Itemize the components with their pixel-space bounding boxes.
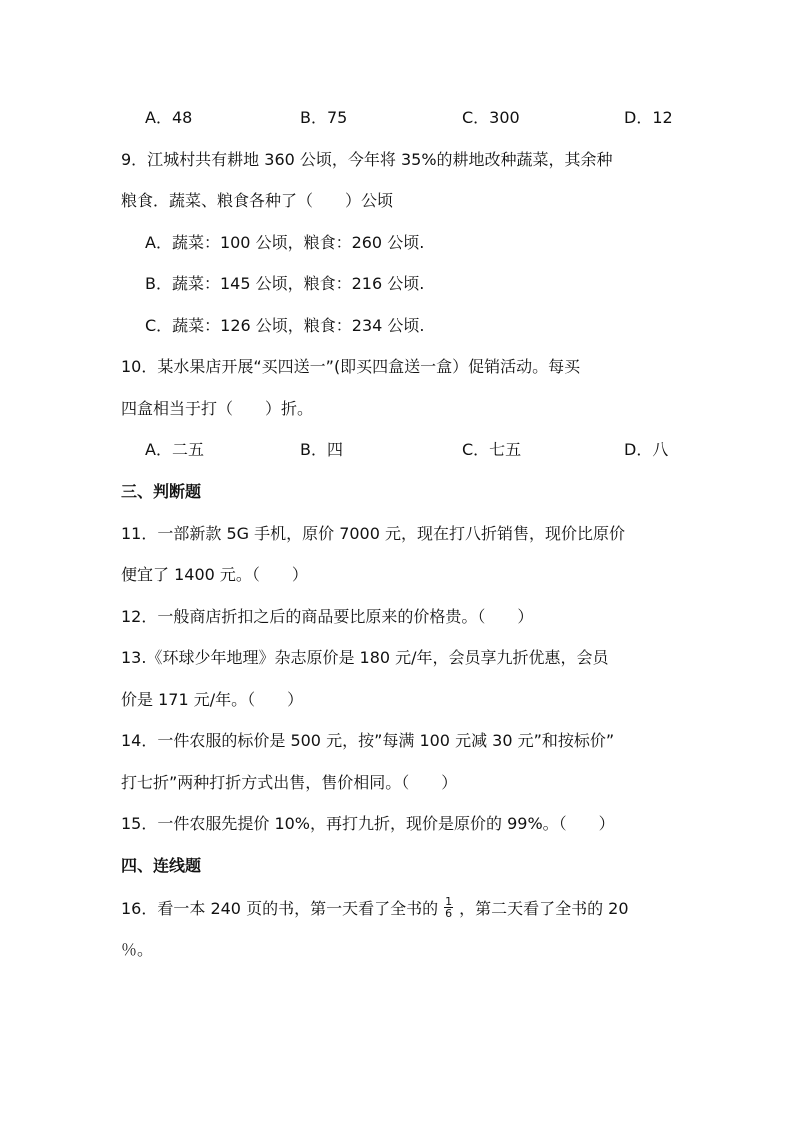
q11-text-line1: 11．一部新款 5G 手机，原价 7000 元，现在打八折销售，现价比原价 — [121, 524, 626, 543]
q10-option-b: B．四 — [300, 440, 343, 459]
q9-option-b: B．蔬菜：145 公顷，粮食：216 公顷. — [145, 274, 425, 293]
section-title-judgement: 三、判断题 — [121, 482, 202, 501]
q9-option-c: C．蔬菜：126 公顷，粮食：234 公顷. — [145, 316, 425, 335]
q9-option-a: A．蔬菜：100 公顷，粮食：260 公顷. — [145, 233, 425, 252]
q10-option-d: D．八 — [624, 440, 669, 459]
q16-fraction — [444, 896, 453, 919]
q8-option-c: C．300 — [462, 108, 520, 127]
q16-fraction-numerator: 1 — [445, 895, 453, 908]
q12-text-line1: 12．一般商店折扣之后的商品要比原来的价格贵。（ ） — [121, 607, 534, 626]
q10-option-c: C．七五 — [462, 440, 522, 459]
q16-text-line1 — [121, 895, 629, 924]
q8-options — [145, 108, 675, 128]
section-title-matching: 四、连线题 — [121, 856, 202, 875]
q10-option-a: A．二五 — [145, 440, 204, 459]
q9-text-line2: 粮食．蔬菜、粮食各种了（ ）公顷 — [121, 191, 394, 210]
q16-text-before-fraction: 16．看一本 240 页的书，第一天看了全书的 — [121, 899, 439, 918]
q8-option-d: D．12 — [624, 108, 673, 127]
q14-text-line2: 打七折”两种打折方式出售，售价相同。（ ） — [121, 773, 458, 792]
q9-text-line1: 9．江城村共有耕地 360 公顷，今年将 35%的耕地改种蔬菜，其余种 — [121, 150, 613, 169]
q15-text-line1: 15．一件农服先提价 10%，再打九折，现价是原价的 99%。（ ） — [121, 814, 615, 833]
q10-text-line1: 10．某水果店开展“买四送一”(即买四盒送一盒）促销活动。每买 — [121, 357, 581, 376]
q11-text-line2: 便宜了 1400 元。（ ） — [121, 565, 308, 584]
q8-option-a: A．48 — [145, 108, 193, 127]
q8-option-b: B．75 — [300, 108, 348, 127]
q10-options — [145, 440, 675, 460]
q13-text-line2: 价是 171 元/年。（ ） — [121, 690, 304, 709]
q13-text-line1: 13.《环球少年地理》杂志原价是 180 元/年，会员享九折优惠，会员 — [121, 648, 609, 667]
q10-text-line2: 四盒相当于打（ ）折。 — [121, 399, 314, 418]
q16-fraction-denominator: 6 — [445, 907, 453, 920]
q14-text-line1: 14．一件农服的标价是 500 元，按”每满 100 元减 30 元”和按标价” — [121, 731, 615, 750]
q16-text-after-fraction: ，第二天看了全书的 20 — [459, 899, 629, 918]
q16-text-line2: ％。 — [121, 940, 154, 959]
